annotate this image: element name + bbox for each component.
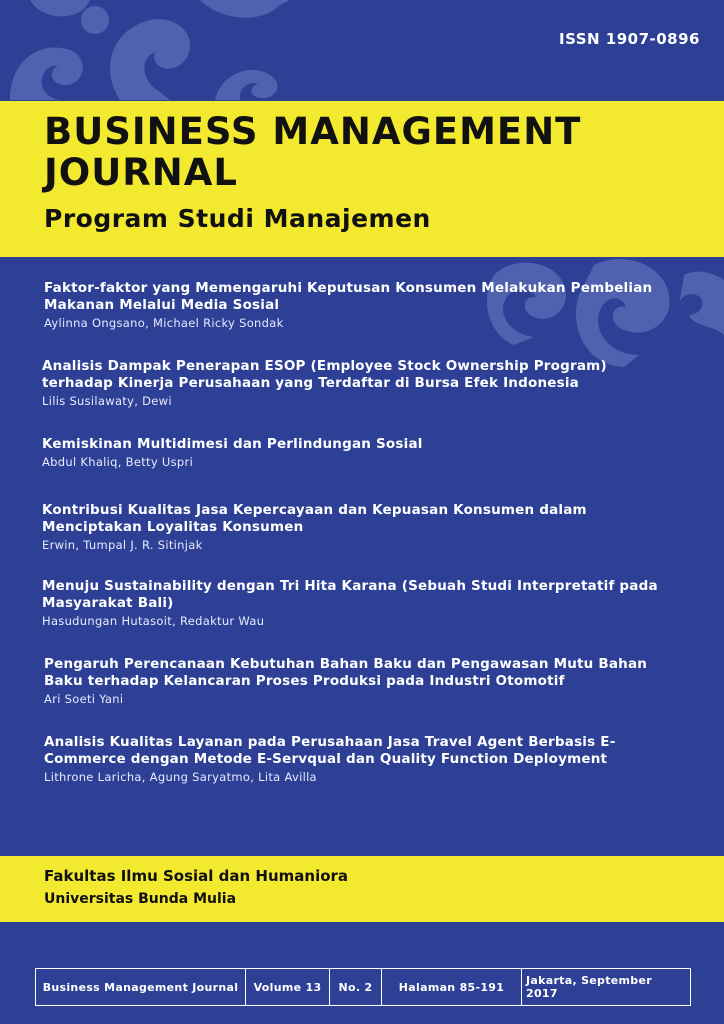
article-item: [42, 358, 682, 409]
article-title: Analisis Kualitas Layanan pada Perusahaan Jasa Travel Agent Berbasis E-Commerce dengan Metode E-Servqual dan Quality Function Deployment: [44, 734, 616, 767]
footer-pages: Halaman 85-191: [382, 969, 522, 1005]
publisher-band: [0, 856, 724, 922]
article-title: Faktor-faktor yang Memengaruhi Keputusan Konsumen Melakukan Pembelian Makanan Melalui Media Sosial: [44, 280, 653, 313]
article-authors: Hasudungan Hutasoit, Redaktur Wau: [42, 614, 265, 628]
footer-journal-name: Business Management Journal: [36, 969, 246, 1005]
article-item: [42, 436, 682, 470]
article-item: [44, 280, 684, 331]
footer-number: No. 2: [330, 969, 382, 1005]
article-item: [44, 656, 684, 707]
faculty-name: Fakultas Ilmu Sosial dan Humaniora: [44, 867, 349, 885]
article-title: Pengaruh Perencanaan Kebutuhan Bahan Baku dan Pengawasan Mutu Bahan Baku terhadap Kelancaran Proses Produksi pada Industri Otomotif: [44, 656, 648, 689]
article-item: [42, 578, 687, 629]
footer-place-date: Jakarta, September 2017: [526, 974, 652, 1000]
journal-subtitle: Program Studi Manajemen: [44, 204, 431, 233]
article-item: [42, 502, 682, 553]
article-authors: Lilis Susilawaty, Dewi: [42, 394, 172, 408]
footer-volume: Volume 13: [246, 969, 330, 1005]
article-authors: Aylinna Ongsano, Michael Ricky Sondak: [44, 316, 284, 330]
floral-ornament-icon: [0, 0, 300, 100]
article-item: [44, 734, 689, 785]
article-authors: Lithrone Laricha, Agung Saryatmo, Lita Avilla: [44, 770, 317, 784]
article-authors: Ari Soeti Yani: [44, 692, 124, 706]
footer-info-table: [35, 968, 691, 1006]
article-authors: Erwin, Tumpal J. R. Sitinjak: [42, 538, 203, 552]
article-title: Kemiskinan Multidimesi dan Perlindungan Sosial: [42, 436, 423, 452]
article-title: Analisis Dampak Penerapan ESOP (Employee Stock Ownership Program) terhadap Kinerja Perusahaan yang Terdaftar di Bursa Efek Indonesia: [42, 358, 607, 391]
university-name: Universitas Bunda Mulia: [44, 891, 237, 907]
title-band: [0, 101, 724, 257]
article-title: Kontribusi Kualitas Jasa Kepercayaan dan Kepuasan Konsumen dalam Menciptakan Loyalitas Konsumen: [42, 502, 587, 535]
issn-label: ISSN 1907-0896: [558, 30, 700, 48]
article-authors: Abdul Khaliq, Betty Uspri: [42, 455, 194, 469]
journal-title: BUSINESS MANAGEMENT JOURNAL: [44, 110, 582, 194]
article-title: Menuju Sustainability dengan Tri Hita Karana (Sebuah Studi Interpretatif pada Masyarakat Bali): [42, 578, 658, 611]
